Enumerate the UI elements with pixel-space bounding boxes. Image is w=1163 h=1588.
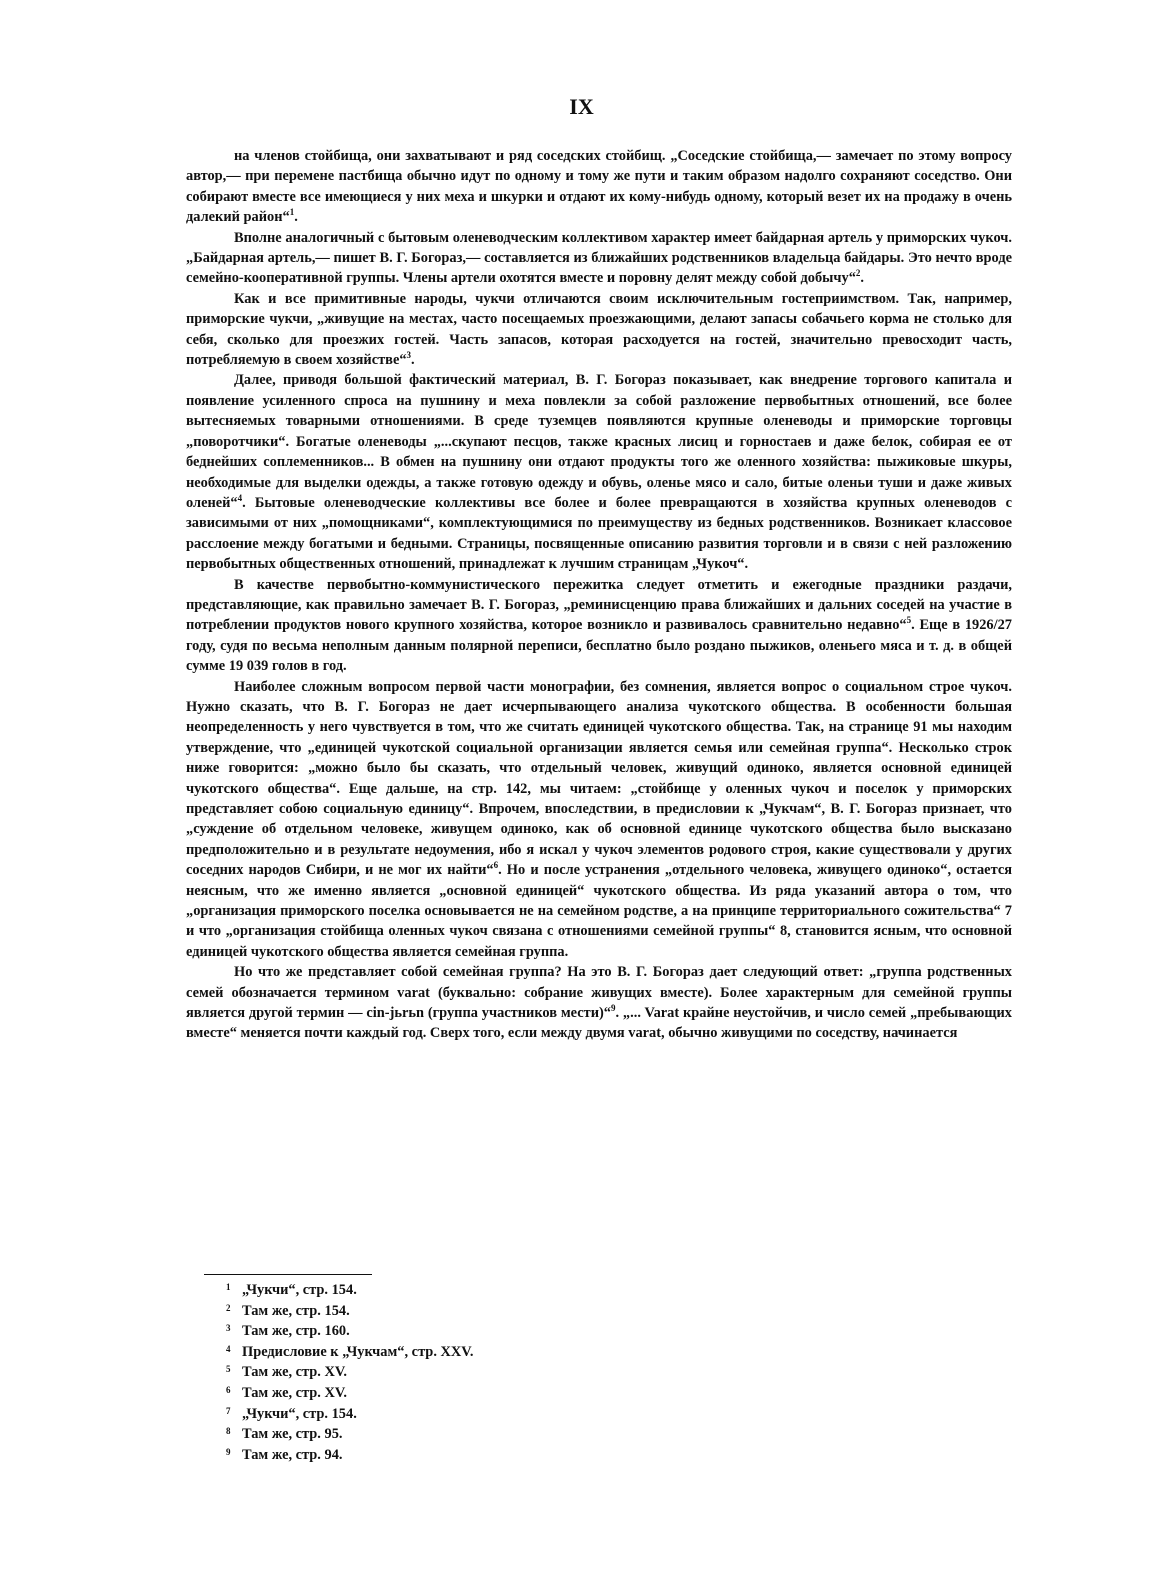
footnote: 2 Там же, стр. 154. bbox=[226, 1302, 350, 1319]
footnote-ref-3: 3 bbox=[406, 350, 412, 361]
paragraph-5: В качестве первобытно-коммунистического пережитка следует отметить и ежегодные праздники раздачи, представляющие, как правильно замечает В. Г. Богораз, „реминисценцию права ближайших и дальних соседей на участие в потреблении продуктов нового крупного хозяйства, которое возникло и развивалось сравнительно недавно“$^5$. Еще в 1926/27 году, судя по весьма неполным данным полярной переписи, бесплатно было роздано пыжиков, оленьего мяса и т. д. в общей сумме 19 039 голов в год. bbox=[186, 576, 1012, 675]
footnote: 9 Там же, стр. 94. bbox=[226, 1446, 343, 1463]
footnotes-list bbox=[226, 1280, 473, 1465]
footnote: 5 Там же, стр. XV. bbox=[226, 1364, 348, 1381]
paragraph-7: Но что же представляет собой семейная группа? На это В. Г. Богораз дает следующий ответ: „группа родственных семей обозначается термином varat (буквально: собрание живущих вместе). Более характерным для семейной группы является другой термин — cin-jьrьn (группа участников мести)“$^9$. „... Varat крайне неустойчив, и число семей „пребывающих вместе“ меняется почти каждый год. Сверх того, если между двумя varat, обычно живущими по соседству, начинается bbox=[186, 964, 1012, 1042]
footnote-ref-5: 5 bbox=[906, 615, 912, 626]
footnote: 8 Там же, стр. 95. bbox=[226, 1426, 343, 1443]
paragraph-4: Далее, приводя большой фактический материал, В. Г. Богораз показывает, как внедрение торгового капитала и появление усиленного спроса на пушнину и меха повлекли за собой разложение первобытных отношений, все более вытесняемых товарными отношениями. В среде туземцев появляются крупные оленеводы и приморские торговцы „поворотчики“. Богатые оленеводы „...скупают песцов, также красных лисиц и горностаев и даже белок, собирая ее от беднейших соплеменников... В обмен на пушнину они отдают продукты того же оленного хозяйства: пыжиковые шкуры, необходимые для выделки одежды, а также готовую одежду и обувь, оленье мясо и сало, битые оленьи туши и даже живых оленей“$^4$. Бытовые оленеводческие коллективы все более и более превращаются в хозяйства крупных оленеводов с зависимыми от них „помощниками“, комплектующимися по преимуществу из бедных родственников. Возникает классовое расслоение между богатыми и бедными. Страницы, посвященные описанию развития торговли и в связи с ней разложению первобытных общественных отношений, принадлежат к лучшим страницам „Чукоч“. bbox=[186, 372, 1012, 573]
footnote: 7 „Чукчи“, стр. 154. bbox=[226, 1405, 357, 1422]
body-text bbox=[186, 146, 1012, 1044]
paragraph-1: на членов стойбища, они захватывают и ряд соседских стойбищ. „Соседские стойбища,— замечает по этому вопросу автор,— при перемене пастбища обычно идут по одному и тому же пути и таким образом надолго сохраняют соседство. Они собирают вместе все имеющиеся у них меха и шкурки и отдают их кому-нибудь одному, который везет их на продажу в очень далекий район“$^1$. bbox=[186, 148, 1012, 226]
footnote-ref-2: 2 bbox=[855, 268, 861, 279]
footnote-ref-9: 9 bbox=[610, 1003, 616, 1014]
paragraph-3: Как и все примитивные народы, чукчи отличаются своим исключительным гостеприимством. Так, например, приморские чукчи, „живущие на местах, часто посещаемых проезжающими, делают запасы собачьего корма не столько для себя, сколько для проезжих гостей. Часть запасов, которая расходуется на гостей, значительно превосходит часть, потребляемую в своем хозяйстве“$^3$. bbox=[186, 290, 1012, 369]
footnote: 1 „Чукчи“, стр. 154. bbox=[226, 1282, 357, 1298]
page-number: IX bbox=[569, 94, 594, 119]
footnote-ref-1: 1 bbox=[289, 207, 295, 218]
footnote-divider bbox=[204, 1274, 372, 1275]
footnote: 3 Там же, стр. 160. bbox=[226, 1323, 350, 1340]
footnote-ref-6: 6 bbox=[493, 860, 499, 871]
footnote: 6 Там же, стр. XV. bbox=[226, 1384, 348, 1401]
footnote: 4 Предисловие к „Чукчам“, стр. XXV. bbox=[226, 1343, 474, 1360]
paragraph-6: Наиболее сложным вопросом первой части монографии, без сомнения, является вопрос о социальном строе чукоч. Нужно сказать, что В. Г. Богораз не дает исчерпывающего анализа чукотского общества. В особенности большая неопределенность у него чувствуется в том, что же считать единицей чукотского общества. Так, на странице 91 мы находим утверждение, что „единицей чукотской социальной организации является семья или семейная группа“. Несколько строк ниже говорится: „можно было бы сказать, что отдельный человек, живущий одиноко, является основной единицей чукотского общества“. Еще дальше, на стр. 142, мы читаем: „стойбище у оленных чукоч и поселок у приморских представляет собою социальную единицу“. Впрочем, впоследствии, в предисловии к „Чукчам“, В. Г. Богораз признает, что „суждение об отдельном человеке, живущем одиноко, как об основной единице чукотского общества было высказано предположительно и в результате недоумения, ибо я искал у чукоч элементов родового строя, какие существовали у других соседних народов Сибири, и не мог их найти“$^6$. Но и после устранения „отдельного человека, живущего одиноко“, остается неясным, что же именно является „основной единицей“ чукотского общества. Из ряда указаний автора о том, что „организация приморского поселка основывается не на семейном родстве, а на принципе территориального сожительства“ 7 и что „организация стойбища оленных чукоч связана с отношениями семейной группы“ 8, становится ясным, что основной единицей чукотского общества является семейная группа. bbox=[186, 678, 1012, 960]
paragraph-2: Вполне аналогичный с бытовым оленеводческим коллективом характер имеет байдарная артель у приморских чукоч. „Байдарная артель,— пишет В. Г. Богораз,— составляется из ближайших родственников владельца байдары. Это нечто вроде семейно-кооперативной группы. Члены артели охотятся вместе и поровну делят между собой добычу“$^2$. bbox=[186, 229, 1012, 287]
footnote-ref-4: 4 bbox=[237, 493, 243, 504]
